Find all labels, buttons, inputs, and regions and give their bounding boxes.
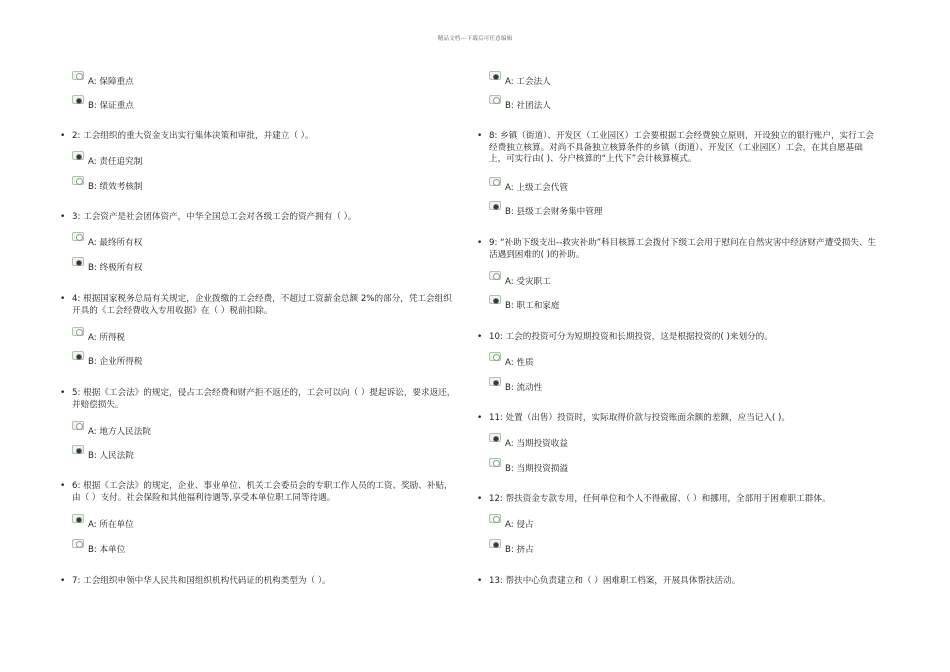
question-text: 11: 处置（出售）投资时，实际取得价款与投资账面余额的差额，应当记入( )。 (489, 413, 791, 423)
question-2 (60, 131, 460, 143)
radio-unselected-icon[interactable] (72, 327, 84, 336)
option-label: A: 受灾职工 (505, 277, 551, 287)
question-text: 13: 帮扶中心负责建立和（ ）困难职工档案，开展具体帮扶活动。 (489, 576, 741, 586)
bullet-icon: • (60, 294, 66, 304)
question-text: 8: 乡镇（街道）、开发区（工业园区）工会要根据工会经费独立原则，开设独立的银行账户，实行工会经费独立核算。对尚不具备独立核算条件的乡镇（街道）、开发区（工业园区）工会，在其自愿基础上，可实行由( )、分户核算的“上代下”会计核算模式。 (489, 131, 874, 164)
bullet-icon: • (477, 494, 483, 504)
question-text: 5: 根据《工会法》的规定，侵占工会经费和财产拒不返还的，工会可以向（ ）提起诉讼，要求返还，并赔偿损失。 (72, 388, 456, 410)
option-label: B: 社团法人 (505, 101, 551, 111)
radio-unselected-icon[interactable] (489, 458, 501, 467)
option-label: A: 地方人民法院 (88, 427, 151, 437)
option-label: A: 所在单位 (88, 520, 134, 530)
radio-selected-icon[interactable] (489, 71, 501, 80)
bullet-icon: • (477, 131, 483, 141)
option-label: B: 当期投资损溢 (505, 464, 569, 474)
radio-unselected-icon[interactable] (489, 177, 501, 186)
option-label: B: 本单位 (88, 545, 126, 555)
option-label: B: 县级工会财务集中管理 (505, 207, 603, 217)
question-7 (60, 576, 460, 588)
question-10 (477, 332, 877, 344)
option-label: A: 工会法人 (505, 77, 551, 87)
bullet-icon: • (477, 238, 483, 248)
option-label: B: 人民法院 (88, 451, 134, 461)
question-9 (477, 238, 877, 261)
radio-unselected-icon[interactable] (72, 176, 84, 185)
question-text: 6: 根据《工会法》的规定，企业、事业单位、机关工会委员会的专职工作人员的工资、奖励、补贴，由（ ）支付。社会保险和其他福利待遇等,享受本单位职工同等待遇。 (72, 481, 453, 503)
radio-unselected-icon[interactable] (72, 539, 84, 548)
question-text: 4: 根据国家税务总局有关规定，企业拨缴的工会经费，不超过工资薪金总额 2%的部分，凭工会组织开具的《工会经费收入专用收据》在（ ）税前扣除。 (72, 294, 452, 316)
question-text: 10: 工会的投资可分为短期投资和长期投资，这是根据投资的( )来划分的。 (489, 332, 773, 342)
radio-selected-icon[interactable] (489, 377, 501, 386)
radio-selected-icon[interactable] (72, 257, 84, 266)
option-label: B: 终极所有权 (88, 263, 143, 273)
radio-selected-icon[interactable] (489, 433, 501, 442)
question-5 (60, 388, 460, 411)
question-text: 7: 工会组织申领中华人民共和国组织机构代码证的机构类型为（ ）。 (72, 576, 331, 586)
option-label: A: 所得税 (88, 333, 126, 343)
radio-unselected-icon[interactable] (72, 232, 84, 241)
radio-unselected-icon[interactable] (489, 514, 501, 523)
radio-unselected-icon[interactable] (72, 71, 84, 80)
option-label: A: 责任追究制 (88, 157, 143, 167)
question-text: 2: 工会组织的重大资金支出实行集体决策和审批，并建立（ ）。 (72, 131, 314, 141)
question-text: 9: “补助下级支出--救灾补助”科目核算工会拨付下级工会用于慰问在自然灾害中经济财产遭受损失、生活遇到困难的( )的补助。 (489, 238, 877, 260)
radio-selected-icon[interactable] (72, 445, 84, 454)
option-label: A: 上级工会代管 (505, 183, 568, 193)
radio-selected-icon[interactable] (72, 151, 84, 160)
question-13 (477, 576, 877, 588)
question-11 (477, 413, 877, 425)
option-label: A: 当期投资收益 (505, 439, 568, 449)
option-label: A: 保障重点 (88, 77, 134, 87)
radio-unselected-icon[interactable] (489, 271, 501, 280)
radio-selected-icon[interactable] (489, 201, 501, 210)
option-label: A: 最终所有权 (88, 238, 143, 248)
option-label: B: 保证重点 (88, 101, 134, 111)
radio-selected-icon[interactable] (72, 514, 84, 523)
option-label: B: 职工和家庭 (505, 301, 560, 311)
radio-selected-icon[interactable] (72, 351, 84, 360)
bullet-icon: • (477, 332, 483, 342)
bullet-icon: • (477, 576, 483, 586)
question-3 (60, 212, 460, 224)
option-label: B: 企业所得税 (88, 357, 143, 367)
question-text: 12: 帮扶资金专款专用，任何单位和个人不得截留、（ ）和挪用，全部用于困难职工群体。 (489, 494, 831, 504)
question-6 (60, 481, 460, 504)
option-label: A: 性质 (505, 358, 534, 368)
radio-selected-icon[interactable] (489, 295, 501, 304)
radio-unselected-icon[interactable] (489, 352, 501, 361)
option-label: B: 流动性 (505, 383, 543, 393)
option-label: A: 侵占 (505, 520, 534, 530)
radio-selected-icon[interactable] (489, 539, 501, 548)
bullet-icon: • (477, 413, 483, 423)
radio-selected-icon[interactable] (72, 95, 84, 104)
bullet-icon: • (60, 212, 66, 222)
question-text: 3: 工会资产是社会团体资产，中华全国总工会对各级工会的资产拥有（ ）。 (72, 212, 357, 222)
bullet-icon: • (60, 131, 66, 141)
option-label: B: 绩效考核制 (88, 182, 143, 192)
bullet-icon: • (60, 481, 66, 491)
radio-unselected-icon[interactable] (489, 95, 501, 104)
option-label: B: 挤占 (505, 545, 534, 555)
question-12 (477, 494, 877, 506)
radio-unselected-icon[interactable] (72, 421, 84, 430)
bullet-icon: • (60, 576, 66, 586)
question-4 (60, 294, 460, 317)
page-header-note: 精品文档---下载后可任意编辑 (437, 36, 513, 42)
bullet-icon: • (60, 388, 66, 398)
question-8 (477, 131, 877, 166)
